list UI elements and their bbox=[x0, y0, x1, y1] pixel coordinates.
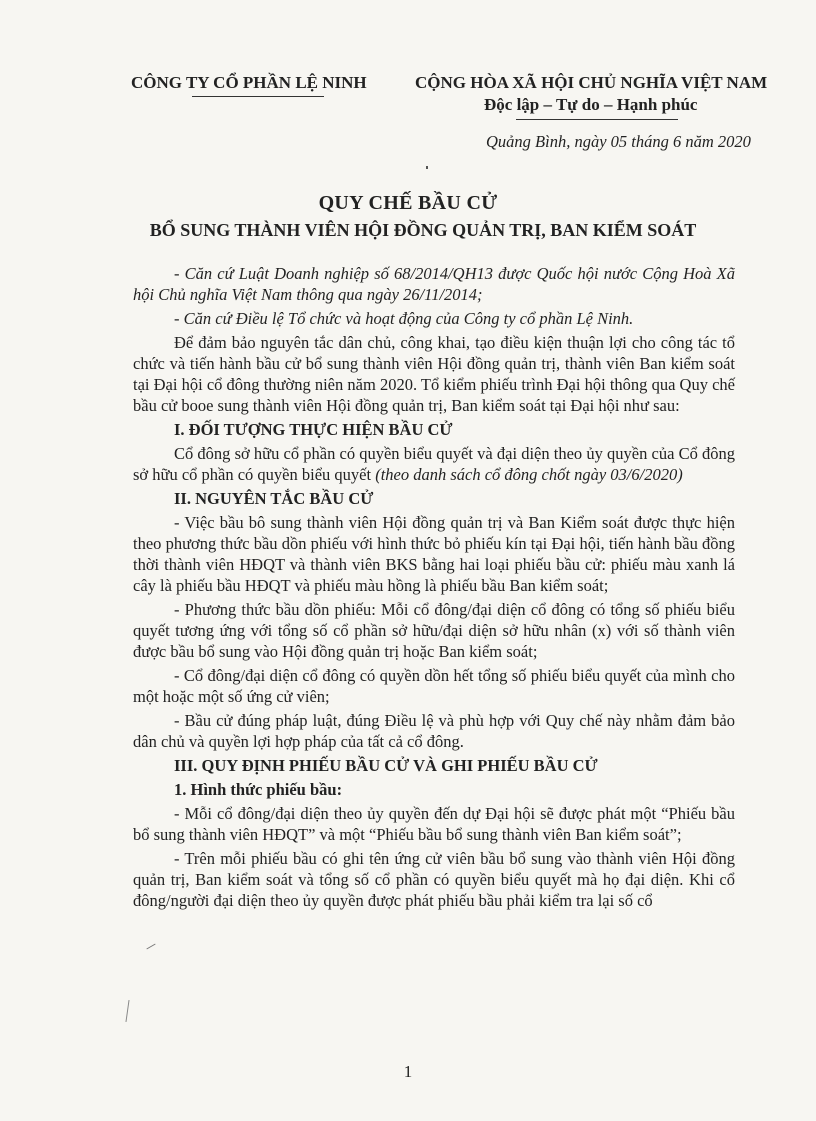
document-title: QUY CHẾ BẦU CỬ bbox=[318, 192, 498, 214]
company-underline bbox=[192, 96, 324, 97]
margin-tick bbox=[125, 1000, 129, 1022]
basis-paragraph-1: - Căn cứ Luật Doanh nghiệp số 68/2014/QH13 được Quốc hội nước Cộng Hoà Xã hội Chủ nghĩa Việt Nam thông qua ngày 26/11/2014; bbox=[133, 264, 735, 304]
section-2-paragraph-1: - Việc bầu bô sung thành viên Hội đồng quản trị và Ban Kiểm soát được thực hiện theo phương thức bầu dồn phiếu với hình thức bỏ phiếu kín tại Đại hội, tiến hành bầu đồng thời thành viên HĐQT và thành viên BKS bằng hai loại phiếu bầu cử: phiếu màu xanh lá cây là phiếu bầu HĐQT và phiếu màu hồng là phiếu bầu Ban kiểm soát; bbox=[133, 513, 735, 595]
motto: Độc lập – Tự do – Hạnh phúc bbox=[484, 95, 698, 114]
intro-paragraph: Để đảm bảo nguyên tắc dân chủ, công khai, tạo điều kiện thuận lợi cho công tác tổ chức và tiến hành bầu cử bổ sung thành viên Hội đồng quản trị, thành viên Ban kiểm soát tại Đại hội cổ đông thường niên năm 2020. Tổ kiểm phiếu trình Đại hội thông qua Quy chế bầu cử booe sung thành viên Hội đồng quản trị, Ban kiểm soát tại Đại hội như sau: bbox=[133, 333, 735, 415]
section-2-heading: II. NGUYÊN TẮC BẦU CỬ bbox=[174, 489, 374, 508]
section-1-paragraph bbox=[133, 443, 735, 485]
section-1-italic-note: (theo danh sách cổ đông chốt ngày 03/6/2020) bbox=[375, 465, 683, 484]
nation-name: CỘNG HÒA XÃ HỘI CHỦ NGHĨA VIỆT NAM bbox=[415, 73, 768, 92]
section-3-heading: III. QUY ĐỊNH PHIẾU BẦU CỬ VÀ GHI PHIẾU BẦU CỬ bbox=[174, 756, 598, 775]
section-1-text: Cổ đông sở hữu cổ phần có quyền biểu quyết và đại diện theo ủy quyền của Cổ đông sở hữu cổ phần có quyền biểu quyết bbox=[133, 444, 735, 484]
section-3-paragraph-1: - Mỗi cổ đông/đại diện theo ủy quyền đến dự Đại hội sẽ được phát một “Phiếu bầu bổ sung thành viên HĐQT” và một “Phiếu bầu bổ sung thành viên Ban kiểm soát”; bbox=[133, 804, 735, 844]
motto-underline bbox=[516, 119, 678, 120]
section-3-paragraph-2: - Trên mỗi phiếu bầu có ghi tên ứng cử viên bầu bổ sung vào thành viên Hội đồng quản trị, Ban kiểm soát và tổng số cổ phần có quyền biểu quyết mà họ đại diện. Khi cổ đông/người đại diện theo ủy quyền được phát phiếu bầu phải kiểm tra lại số cổ bbox=[133, 849, 735, 910]
section-2-paragraph-2: - Phương thức bầu dồn phiếu: Mỗi cổ đông/đại diện cổ đông có tổng số phiếu biểu quyết tương ứng với tổng số cổ phần sở hữu/đại diện sở hữu nhân (x) với số thành viên được bầu bổ sung vào Hội đồng quản trị hoặc Ban kiểm soát; bbox=[133, 600, 735, 661]
place-date: Quảng Bình, ngày 05 tháng 6 năm 2020 bbox=[486, 132, 751, 151]
pen-mark bbox=[146, 944, 155, 950]
document-subtitle: BỔ SUNG THÀNH VIÊN HỘI ĐỒNG QUẢN TRỊ, BAN KIỂM SOÁT bbox=[149, 220, 697, 240]
basis-paragraph-2: - Căn cứ Điều lệ Tổ chức và hoạt động của Công ty cổ phần Lệ Ninh. bbox=[174, 309, 634, 328]
section-2-paragraph-4: - Bầu cử đúng pháp luật, đúng Điều lệ và phù hợp với Quy chế này nhằm đảm bảo dân chủ và quyền lợi hợp pháp của tất cả cổ đông. bbox=[133, 711, 735, 751]
page-number: 1 bbox=[403, 1062, 413, 1081]
section-3-subheading-1: 1. Hình thức phiếu bầu: bbox=[174, 780, 343, 799]
company-name: CÔNG TY CỔ PHẦN LỆ NINH bbox=[131, 73, 367, 92]
document-body bbox=[133, 263, 735, 914]
scan-speck bbox=[426, 166, 428, 169]
section-1-heading: I. ĐỐI TƯỢNG THỰC HIỆN BẦU CỬ bbox=[174, 420, 453, 439]
section-2-paragraph-3: - Cổ đông/đại diện cổ đông có quyền dồn hết tổng số phiếu biểu quyết của mình cho một hoặc một số ứng cử viên; bbox=[133, 666, 735, 706]
